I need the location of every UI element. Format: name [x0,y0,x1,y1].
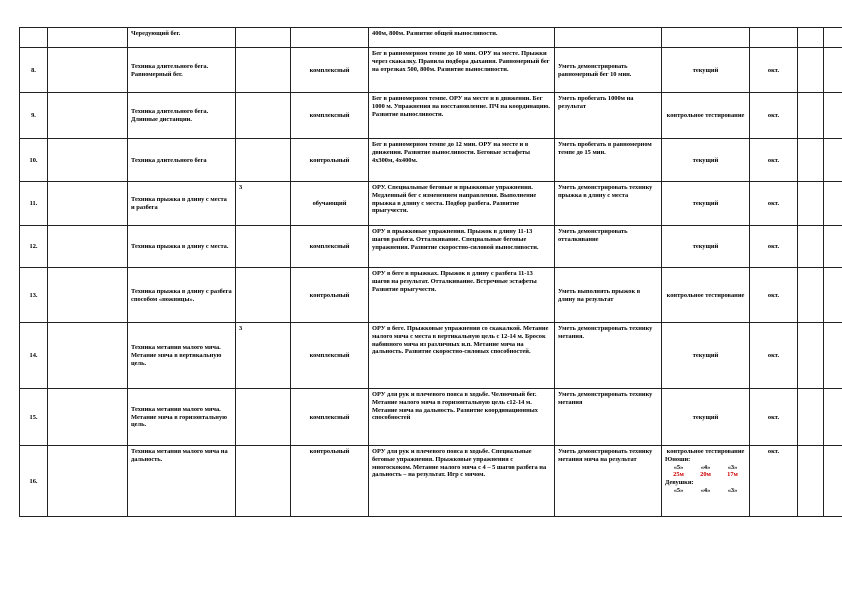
result-cell: Уметь выполнять прыжок в длину на результат [555,268,662,323]
result-cell: Уметь демонстрировать отталкивание [555,226,662,268]
topic-cell: Техника прыжка в длину с места. [128,226,236,268]
girls-label: Девушки: [665,479,694,487]
topic-cell: Техника прыжка в длину с места и разбега [128,182,236,226]
boys-value-3: 17м [727,471,738,479]
date-cell: окт. [750,139,798,182]
type-cell [291,28,369,48]
empty-cell [824,226,842,268]
empty-cell [798,139,824,182]
result-cell: Уметь демонстрировать равномерный бег 10 мин. [555,48,662,93]
grade-4: «4» [700,486,711,494]
hours-cell [236,446,291,517]
type-cell: комплексный [291,226,369,268]
empty-cell [798,48,824,93]
date-cell: окт. [750,48,798,93]
type-cell: комплексный [291,93,369,139]
result-cell: Уметь демонстрировать технику метания мяча на результат [555,446,662,517]
empty-cell [48,93,128,139]
hours-cell: 3 [236,182,291,226]
empty-cell [798,323,824,389]
lesson-plan-table [19,27,842,517]
result-cell: Уметь демонстрировать технику метания. [555,323,662,389]
empty-cell [48,28,128,48]
result-cell [555,28,662,48]
table-row [20,446,842,517]
grade-3: «3» [727,463,738,471]
hours-cell [236,389,291,446]
table-row [20,268,842,323]
hours-cell [236,226,291,268]
row-number [20,28,48,48]
row-number: 15. [20,389,48,446]
empty-cell [824,446,842,517]
empty-cell [48,139,128,182]
result-cell: Уметь демонстрировать технику прыжка в длину с места [555,182,662,226]
empty-cell [48,226,128,268]
empty-cell [824,48,842,93]
table-row [20,182,842,226]
date-cell [750,28,798,48]
type-cell: контрольный [291,139,369,182]
table-row [20,93,842,139]
empty-cell [824,182,842,226]
row-number: 16. [20,446,48,517]
hours-cell [236,48,291,93]
content-cell: ОРУ для рук и плечевого пояса в ходьбе. Челночный бег. Метание малого мяча в горизонтальную цель с12-14 м. Метание мяча на дальность. Развитие координационных способностей [369,389,555,446]
grade-row [665,487,746,495]
boys-label: Юноши: [665,455,691,463]
empty-cell [48,182,128,226]
empty-cell [824,323,842,389]
hours-cell [236,93,291,139]
empty-cell [824,93,842,139]
topic-cell: Техника длительного бега [128,139,236,182]
table-row [20,48,842,93]
content-cell: ОРУ для рук и плечевого пояса в ходьбе. Специальные беговые упражнения. Прыжковые упражнения с многоскоком. Метание малого мяча с 4 – 5 шагов разбега на дальность – на результат. Игр с мячом. [369,446,555,517]
evaluation-block [665,448,746,495]
hours-cell [236,139,291,182]
content-cell: ОРУ в беге в прыжках. Прыжок в длину с разбега 11-13 шагов на результат. Отталкивание. Встречные эстафеты Развитие прыгучести. [369,268,555,323]
boys-value-5: 25м [673,471,684,479]
empty-cell [798,389,824,446]
control-cell: контрольное тестирование [662,93,750,139]
type-cell: комплексный [291,389,369,446]
hours-cell [236,28,291,48]
evaluation-cell [662,446,750,517]
control-cell: текущий [662,48,750,93]
table-row [20,28,842,48]
control-cell: текущий [662,389,750,446]
topic-cell: Техника метания малого мяча на дальность. [128,446,236,517]
boys-value-4: 20м [700,471,711,479]
row-number: 12. [20,226,48,268]
date-cell: окт. [750,446,798,517]
empty-cell [798,268,824,323]
date-cell: окт. [750,93,798,139]
empty-cell [824,268,842,323]
empty-cell [798,28,824,48]
result-cell: Уметь пробегать 1000м на результат [555,93,662,139]
topic-cell: Техника длительного бега. Длинные дистанции. [128,93,236,139]
row-number: 11. [20,182,48,226]
type-cell: комплексный [291,48,369,93]
date-cell: окт. [750,323,798,389]
control-cell [662,28,750,48]
empty-cell [48,268,128,323]
topic-cell: Техника прыжка в длину с разбега способом «ножницы». [128,268,236,323]
table-row [20,139,842,182]
grade-3: «3» [727,486,738,494]
result-cell: Уметь пробегать в равномерном темпе до 15 мин. [555,139,662,182]
control-cell: текущий [662,182,750,226]
topic-cell: Чередующий бег. [128,28,236,48]
topic-cell: Техника метания малого мяча. Метание мяча в вертикальную цель. [128,323,236,389]
grade-4: «4» [700,463,711,471]
row-number: 10. [20,139,48,182]
empty-cell [48,323,128,389]
type-cell: контрольный [291,446,369,517]
content-cell: ОРУ. Специальные беговые и прыжковые упражнения. Медленный бег с изменением направления. Выполнение прыжка в длину с места. Подбор разбега. Развитие прыгучести. [369,182,555,226]
empty-cell [798,446,824,517]
table-row [20,389,842,446]
empty-cell [48,389,128,446]
empty-cell [48,446,128,517]
hours-cell: 3 [236,323,291,389]
date-cell: окт. [750,268,798,323]
hours-cell [236,268,291,323]
control-cell: текущий [662,323,750,389]
grade-row [665,464,746,472]
empty-cell [48,48,128,93]
empty-cell [824,389,842,446]
control-cell: текущий [662,226,750,268]
topic-cell: Техника метания малого мяча. Метание мяча в горизонтальную цель. [128,389,236,446]
table-row [20,323,842,389]
table-row [20,226,842,268]
row-number: 13. [20,268,48,323]
control-cell: контрольное тестирование [662,268,750,323]
boys-values-row [665,471,746,479]
control-type: контрольное тестирование [666,448,745,455]
content-cell: Бег в равномерном темпе до 12 мин. ОРУ на месте и в движении. Развитие выносливости. Беговые эстафеты 4х300м, 4х400м. [369,139,555,182]
row-number: 14. [20,323,48,389]
empty-cell [824,139,842,182]
control-cell: текущий [662,139,750,182]
content-cell: ОРУ в беге. Прыжковые упражнения со скакалкой. Метание малого мяча с места в вертикальную цель с 12-14 м. Бросок набивного мяча из различных и.п. Метание мяча на дальность. Развитие скоростно-силовых способностей. [369,323,555,389]
row-number: 9. [20,93,48,139]
empty-cell [824,28,842,48]
topic-cell: Техника длительного бега. Равномерный бег. [128,48,236,93]
date-cell: окт. [750,182,798,226]
date-cell: окт. [750,389,798,446]
content-cell: 400м, 800м. Развитие общей выносливости. [369,28,555,48]
content-cell: Бег в равномерном темпе до 10 мин. ОРУ на месте. Прыжки через скакалку. Правила подбора дыхания. Равномерный бег на отрезках 500, 800м. Развитие выносливости. [369,48,555,93]
type-cell: комплексный [291,323,369,389]
row-number: 8. [20,48,48,93]
content-cell: Бег в равномерном темпе. ОРУ на месте и в движении. Бег 1000 м. Упражнения на восстановление. ПЧ на координацию. Развитие выносливости. [369,93,555,139]
empty-cell [798,93,824,139]
type-cell: контрольный [291,268,369,323]
empty-cell [798,226,824,268]
grade-5: «5» [673,486,684,494]
type-cell: обучающий [291,182,369,226]
result-cell: Уметь демонстрировать технику метания [555,389,662,446]
date-cell: окт. [750,226,798,268]
empty-cell [798,182,824,226]
grade-5: «5» [673,463,684,471]
content-cell: ОРУ в прыжковые упражнения. Прыжок в длину 11-13 шагов разбега. Отталкивание. Специальные беговые упражнения. Развитие скоростно-силовой выносливости. [369,226,555,268]
